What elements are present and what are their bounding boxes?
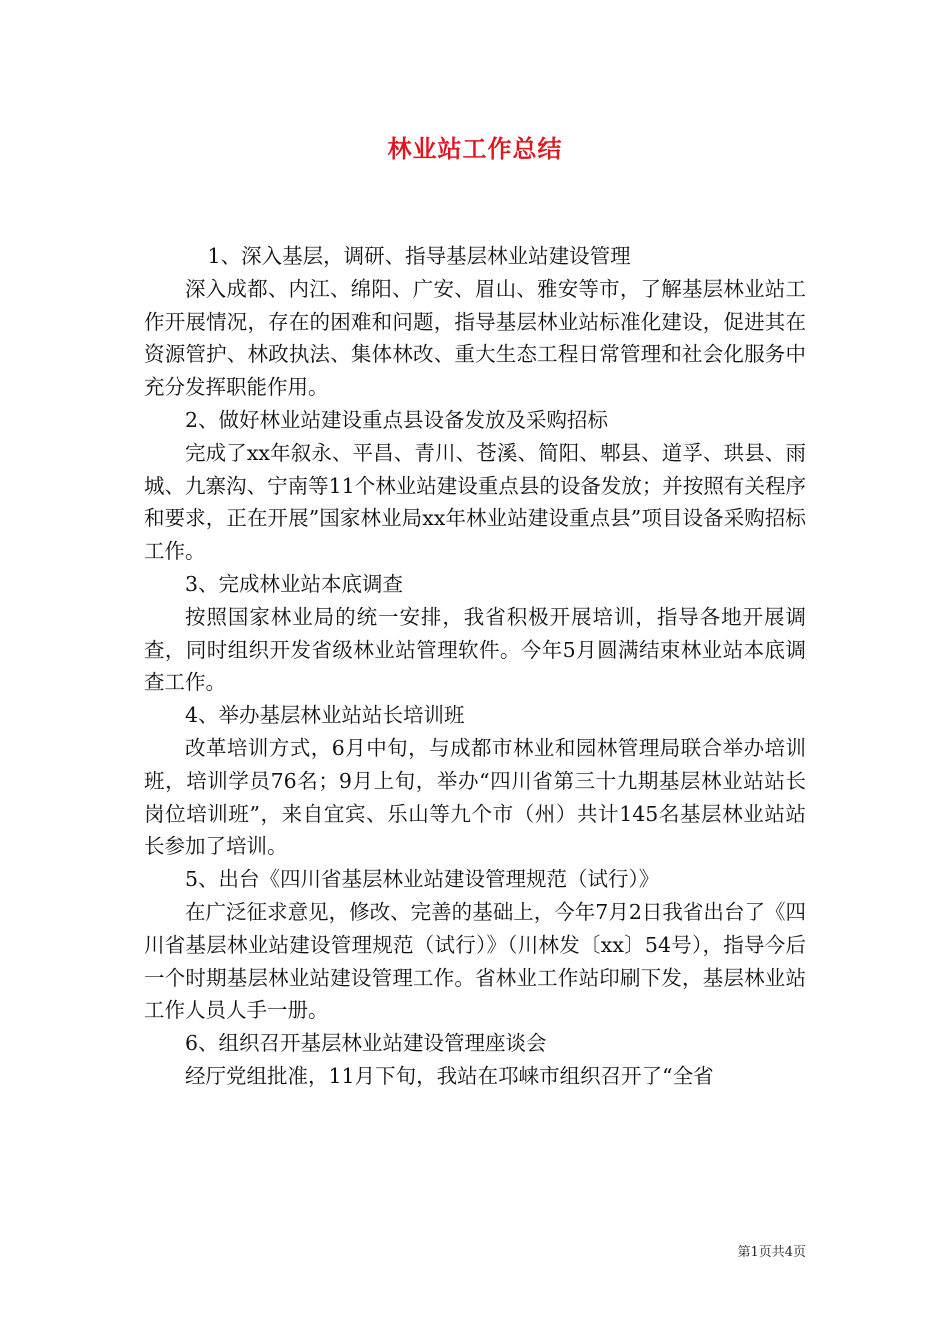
section-heading-2: 2、做好林业站建设重点县设备发放及采购招标	[185, 407, 609, 432]
section-body-2: 完成了xx年叙永、平昌、青川、苍溪、简阳、郫县、道孚、珙县、雨城、九寨沟、宁南等11个林业站建设重点县的设备发放；并按照有关程序和要求，正在开展”国家林业局xx年林业站建设重点县”项目设备采购招标工作。	[144, 440, 806, 564]
section-heading-5: 5、出台《四川省基层林业站建设管理规范（试行）》	[185, 867, 660, 892]
page-title: 林业站工作总结	[387, 135, 563, 163]
section-body-5: 在广泛征求意见，修改、完善的基础上，今年7月2日我省出台了《四川省基层林业站建设管理规范（试行）》（川林发〔xx〕54号），指导今后一个时期基层林业站建设管理工作。省林业工作站印刷下发，基层林业站工作人员人手一册。	[144, 899, 806, 1023]
section-heading-6: 6、组织召开基层林业站建设管理座谈会	[185, 1031, 547, 1056]
section-heading-4: 4、举办基层林业站站长培训班	[185, 703, 465, 728]
section-heading-3: 3、完成林业站本底调查	[185, 571, 404, 596]
section-heading-1: 1、深入基层，调研、指导基层林业站建设管理	[207, 244, 631, 268]
document-body	[144, 240, 806, 1093]
page-number: 第1页共4页	[737, 1245, 806, 1260]
section-body-4: 改革培训方式，6月中旬，与成都市林业和园林管理局联合举办培训班，培训学员76名；9月上旬，举办“四川省第三十九期基层林业站站长岗位培训班”，来自宜宾、乐山等九个市（州）共计145名基层林业站站长参加了培训。	[144, 735, 806, 859]
section-body-3: 按照国家林业局的统一安排，我省积极开展培训，指导各地开展调查，同时组织开发省级林业站管理软件。今年5月圆满结束林业站本底调查工作。	[144, 604, 806, 695]
section-body-1: 深入成都、内江、绵阳、广安、眉山、雅安等市，了解基层林业站工作开展情况，存在的困难和问题，指导基层林业站标准化建设，促进其在资源管护、林政执法、集体林改、重大生态工程日常管理和社会化服务中充分发挥职能作用。	[144, 276, 806, 400]
section-body-6: 经厅党组批准，11月下旬，我站在邛崃市组织召开了“全省	[185, 1063, 714, 1088]
